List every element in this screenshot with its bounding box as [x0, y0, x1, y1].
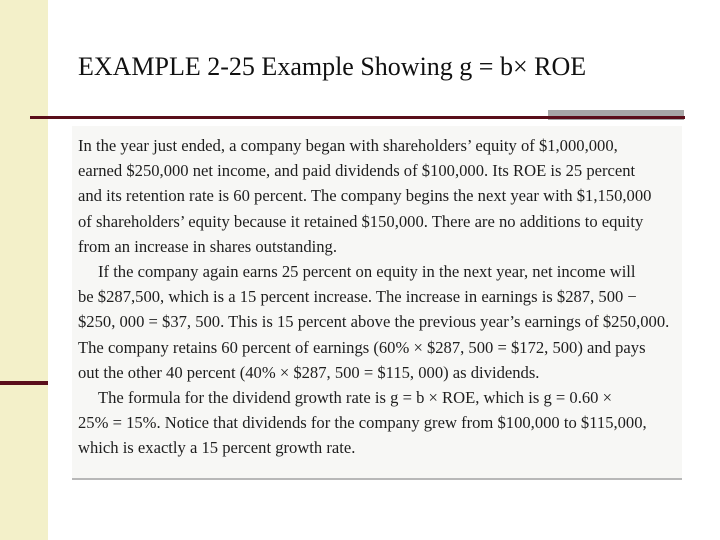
slide-title: EXAMPLE 2-25 Example Showing g = b× ROE	[78, 52, 587, 81]
left-accent-line	[0, 381, 48, 385]
example-body	[78, 133, 675, 461]
paragraph-3	[78, 385, 675, 461]
text-line: out the other 40 percent (40% × $287, 500 = $115, 000) as dividends.	[78, 362, 540, 382]
paragraph-1	[78, 133, 675, 259]
text-line: The company retains 60 percent of earnings (60% × $287, 500 = $172, 500) and pays	[78, 337, 646, 357]
text-line: In the year just ended, a company began with shareholders’ equity of $1,000,000,	[78, 136, 618, 155]
text-line: $250, 000 = $37, 500. This is 15 percent above the previous year’s earnings of $250,000.	[78, 312, 670, 332]
example-text-panel	[72, 126, 682, 480]
text-line: 25% = 15%. Notice that dividends for the company grew from $100,000 to $115,000,	[78, 413, 647, 433]
text-line: If the company again earns 25 percent on equity in the next year, net income will	[98, 262, 636, 282]
text-line: earned $250,000 net income, and paid dividends of $100,000. Its ROE is 25 percent	[78, 161, 636, 181]
text-line: of shareholders’ equity because it retained $150,000. There are no additions to equity	[78, 211, 644, 231]
left-decorative-band	[0, 0, 48, 540]
text-line: and its retention rate is 60 percent. The company begins the next year with $1,150,000	[78, 186, 652, 206]
text-line: The formula for the dividend growth rate is g = b × ROE, which is g = 0.60 ×	[98, 388, 612, 408]
text-line: be $287,500, which is a 15 percent increase. The increase in earnings is $287, 500 −	[78, 287, 637, 307]
title-divider-line	[30, 116, 685, 119]
text-line: from an increase in shares outstanding.	[78, 236, 337, 256]
text-line: which is exactly a 15 percent growth rate.	[78, 438, 356, 458]
paragraph-2	[78, 259, 675, 385]
